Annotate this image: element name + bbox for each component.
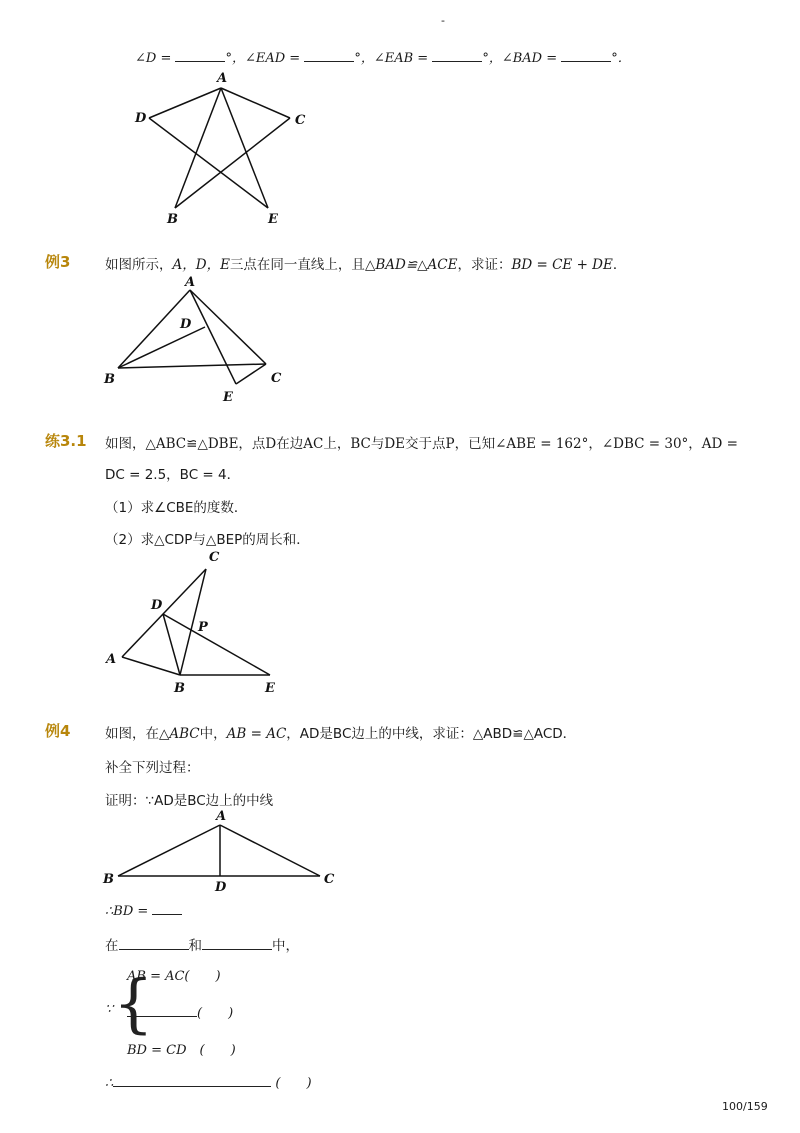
ex3-congruence: △BAD≌△ACE bbox=[364, 257, 458, 273]
therefore-symbol: ∴ bbox=[105, 1076, 114, 1091]
fig2-label-d: D bbox=[180, 317, 192, 332]
ex3-text-e: ． bbox=[612, 257, 627, 273]
fig3-label-p: P bbox=[198, 620, 208, 635]
figure-triangles-bad-ace bbox=[0, 270, 800, 410]
ex4-equality: AB = AC bbox=[226, 726, 287, 742]
in-triangles-line bbox=[105, 934, 299, 954]
fill-intro: 补全下列过程： bbox=[105, 760, 200, 776]
ex3-points: A，D，E bbox=[172, 257, 230, 273]
fig3-label-c: C bbox=[209, 550, 220, 565]
in-text-b: 和 bbox=[188, 938, 202, 954]
fig4-label-d: D bbox=[215, 880, 227, 895]
practice-3-1-line2: DC = 2.5，BC = 4． bbox=[105, 467, 241, 483]
figure-star bbox=[0, 0, 800, 240]
fig2-label-a: A bbox=[185, 275, 196, 290]
ex3-text-d: ，求证： bbox=[457, 257, 512, 273]
figure-isosceles-median bbox=[0, 805, 800, 895]
condition-1: AB = AC( ) bbox=[127, 969, 221, 984]
blank-triangle-1[interactable] bbox=[119, 937, 189, 950]
in-text-a: 在 bbox=[105, 938, 119, 954]
practice-3-1-label: 练3.1 bbox=[45, 432, 87, 450]
practice-3-1-question-2: （2）求△CDP与△BEP的周长和． bbox=[105, 532, 310, 548]
fig1-label-e: E bbox=[268, 212, 278, 227]
angle-ead-label: °，∠EAD = bbox=[225, 51, 305, 66]
condition-3: BD = CD ( ) bbox=[127, 1043, 236, 1058]
ex4-text-c: ，AD是BC边上的中线，求证：△ABD≌△ACD． bbox=[286, 726, 577, 742]
angle-bad-label: °，∠BAD = bbox=[482, 51, 562, 66]
conclusion-reason: ( ) bbox=[275, 1076, 312, 1091]
therefore-bd-text: ∴BD = bbox=[105, 904, 153, 919]
page-number: 100/159 bbox=[722, 1100, 768, 1113]
therefore-bd-line bbox=[105, 902, 182, 919]
blank-condition-2[interactable] bbox=[127, 1004, 197, 1017]
fig3-label-d: D bbox=[151, 598, 163, 613]
proof-start: 证明：∵AD是BC边上的中线 bbox=[105, 793, 274, 809]
ex4-text-b: 中， bbox=[199, 726, 227, 742]
fig4-label-c: C bbox=[324, 872, 335, 887]
fig3-label-e: E bbox=[265, 681, 275, 696]
practice-3-1-line1: 如图，△ABC≌△DBE，点D在边AC上，BC与DE交于点P，已知∠ABE = 162°，∠DBC = 30°，AD = bbox=[105, 436, 738, 452]
fig4-label-b: B bbox=[103, 872, 114, 887]
angle-eab-label: °，∠EAB = bbox=[354, 51, 433, 66]
ex4-triangle: △ABC bbox=[159, 726, 200, 742]
fig3-label-b: B bbox=[174, 681, 185, 696]
fig2-label-b: B bbox=[104, 372, 115, 387]
fig4-label-a: A bbox=[216, 809, 227, 824]
fig3-label-a: A bbox=[106, 652, 117, 667]
angle-d-label: ∠D = bbox=[135, 51, 176, 66]
blank-bd[interactable] bbox=[152, 902, 182, 915]
ex3-goal: BD = CE + DE bbox=[511, 257, 613, 273]
brace-icon: { bbox=[113, 967, 154, 1041]
fig2-label-e: E bbox=[223, 390, 233, 405]
figure-triangles-abc-dbe bbox=[0, 545, 800, 705]
blank-conclusion[interactable] bbox=[113, 1074, 271, 1087]
conclusion-line bbox=[105, 1072, 312, 1091]
header-mark: - bbox=[441, 14, 445, 27]
fig1-label-a: A bbox=[217, 71, 228, 86]
blank-triangle-2[interactable] bbox=[202, 937, 272, 950]
because-symbol: ∵ bbox=[105, 1002, 114, 1017]
ex4-text-a: 如图，在 bbox=[105, 726, 159, 742]
angle-end: °． bbox=[611, 51, 631, 66]
ex3-text-c: 三点在同一直线上，且 bbox=[229, 257, 365, 273]
in-text-c: 中， bbox=[272, 938, 299, 954]
condition-2-reason: ( ) bbox=[197, 1006, 234, 1021]
ex3-text-a: 如图所示， bbox=[105, 257, 173, 273]
fig1-label-c: C bbox=[295, 113, 306, 128]
condition-2 bbox=[127, 1002, 233, 1021]
fig2-label-c: C bbox=[271, 371, 282, 386]
example-4-line1 bbox=[105, 722, 576, 742]
fig1-label-d: D bbox=[135, 111, 147, 126]
example-4-label: 例4 bbox=[45, 722, 71, 740]
practice-3-1-question-1: （1）求∠CBE的度数． bbox=[105, 500, 248, 516]
example-3-label: 例3 bbox=[45, 253, 71, 271]
fig1-label-b: B bbox=[167, 212, 178, 227]
